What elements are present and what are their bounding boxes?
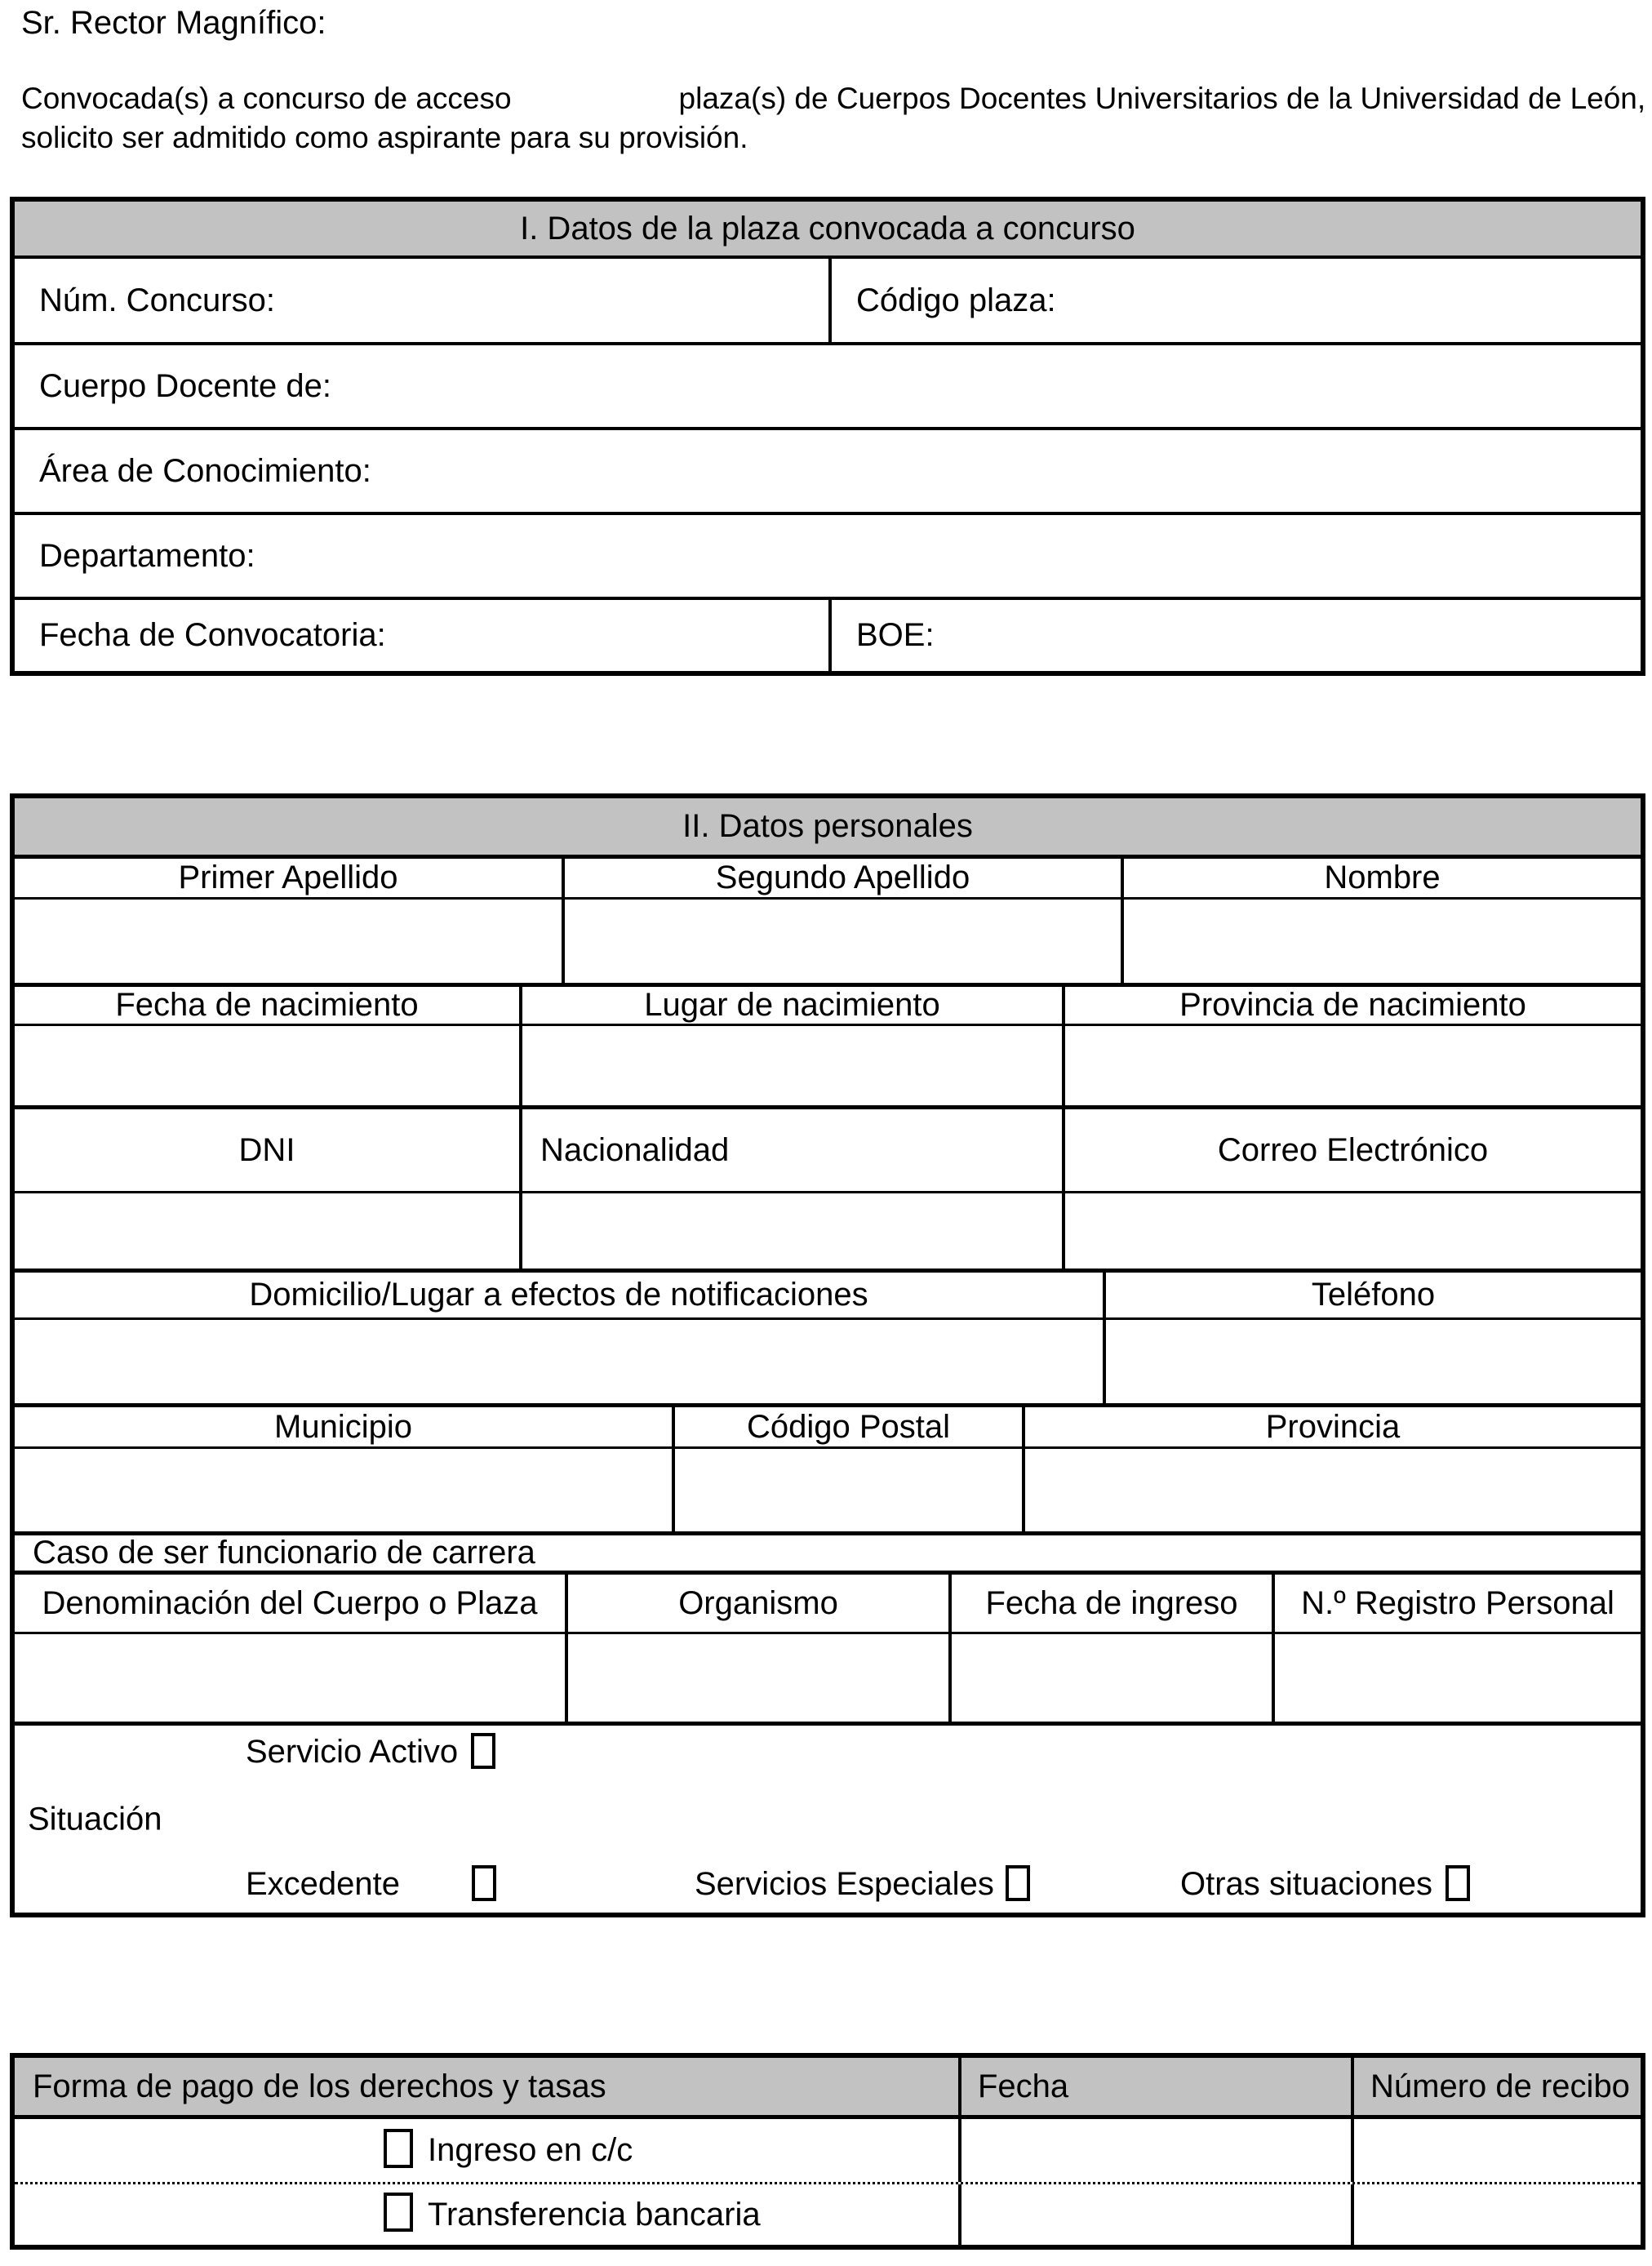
- input-dni[interactable]: [15, 1193, 519, 1269]
- excedente-option: [246, 1866, 496, 1904]
- forma-pago-title-cell: [15, 2058, 958, 2115]
- row-nacimiento-inputs: [15, 1024, 1641, 1105]
- row-transferencia: [15, 2182, 1641, 2245]
- input-lugar-nacimiento[interactable]: [519, 1026, 1062, 1105]
- codigo-plaza-label: Código plaza:: [856, 282, 1056, 318]
- field-num-concurso[interactable]: [15, 259, 832, 342]
- row-domicilio-labels: [15, 1269, 1641, 1317]
- table-ii-header: [15, 798, 1641, 855]
- fecha-column-label: Fecha: [978, 2068, 1069, 2104]
- input-nacionalidad[interactable]: [519, 1193, 1062, 1269]
- input-municipio[interactable]: [15, 1449, 672, 1531]
- servicio-activo-option: [246, 1734, 495, 1771]
- municipio-label: Municipio: [274, 1408, 412, 1445]
- table-forma-pago: [10, 2053, 1645, 2250]
- row-ingreso-cc: [15, 2115, 1641, 2182]
- nacionalidad-label: Nacionalidad: [540, 1131, 730, 1168]
- field-boe[interactable]: [832, 600, 1641, 671]
- input-fecha-nacimiento[interactable]: [15, 1026, 519, 1105]
- input-fecha-ingreso-cc[interactable]: [958, 2119, 1351, 2182]
- numero-recibo-column-label: Número de recibo: [1370, 2068, 1630, 2104]
- servicio-activo-label: Servicio Activo: [246, 1734, 459, 1770]
- table-datos-personales: [10, 793, 1645, 1917]
- input-recibo-transferencia[interactable]: [1351, 2184, 1641, 2245]
- row-dni-labels: [15, 1105, 1641, 1191]
- salutation: Sr. Rector Magnífico:: [21, 5, 326, 41]
- situacion-label: Situación: [28, 1801, 162, 1837]
- provincia-label: Provincia: [1265, 1408, 1401, 1445]
- input-fecha-ingreso[interactable]: [948, 1634, 1272, 1722]
- dni-label-cell: [15, 1109, 519, 1191]
- row-municipio-inputs: [15, 1446, 1641, 1531]
- provincia-nacimiento-label-cell: [1062, 987, 1641, 1024]
- row-domicilio-inputs: [15, 1317, 1641, 1403]
- input-registro-personal[interactable]: [1272, 1634, 1641, 1722]
- input-codigo-postal[interactable]: [672, 1449, 1022, 1531]
- provincia-nacimiento-label: Provincia de nacimiento: [1179, 987, 1526, 1023]
- field-codigo-plaza[interactable]: [832, 259, 1641, 342]
- row-cuerpo-labels: [15, 1571, 1641, 1632]
- domicilio-label-cell: [15, 1273, 1103, 1317]
- table-i-header: [15, 202, 1641, 255]
- input-provincia[interactable]: [1022, 1449, 1641, 1531]
- input-denominacion-cuerpo[interactable]: [15, 1634, 565, 1722]
- lugar-nacimiento-label-cell: [519, 987, 1062, 1024]
- otras-situaciones-option: [1180, 1866, 1470, 1904]
- table-ii-title: II. Datos personales: [682, 808, 973, 844]
- fecha-column-header: [958, 2058, 1351, 2115]
- servicios-especiales-option: [695, 1866, 1030, 1904]
- intro-line-2: solicito ser admitido como aspirante para su provisión.: [21, 121, 748, 154]
- table-iii-header: [15, 2058, 1641, 2115]
- transferencia-option: [15, 2184, 958, 2245]
- field-departamento[interactable]: [15, 512, 1641, 597]
- row-situacion: [15, 1722, 1641, 1913]
- domicilio-label: Domicilio/Lugar a efectos de notificaciones: [249, 1277, 868, 1313]
- otras-situaciones-label: Otras situaciones: [1180, 1866, 1433, 1902]
- ingreso-cc-checkbox[interactable]: [384, 2129, 413, 2168]
- provincia-label-cell: [1022, 1407, 1641, 1446]
- row-funcionario-carrera: [15, 1531, 1641, 1571]
- telefono-label-cell: [1103, 1273, 1641, 1317]
- codigo-postal-label-cell: [672, 1407, 1022, 1446]
- registro-personal-label: N.º Registro Personal: [1301, 1584, 1614, 1621]
- primer-apellido-label: Primer Apellido: [178, 860, 398, 895]
- fecha-nacimiento-label: Fecha de nacimiento: [115, 987, 419, 1023]
- fecha-convocatoria-label: Fecha de Convocatoria:: [39, 617, 386, 653]
- denominacion-label-cell: [15, 1575, 565, 1632]
- nombre-label-cell: [1121, 859, 1641, 897]
- registro-personal-label-cell: [1272, 1575, 1641, 1632]
- input-organismo[interactable]: [565, 1634, 948, 1722]
- input-segundo-apellido[interactable]: [562, 900, 1121, 983]
- correo-electronico-label: Correo Electrónico: [1217, 1131, 1489, 1168]
- fecha-ingreso-label: Fecha de ingreso: [985, 1584, 1238, 1621]
- municipio-label-cell: [15, 1407, 672, 1446]
- primer-apellido-label-cell: [15, 859, 562, 897]
- intro-line1-after-blank: plaza(s) de Cuerpos Docentes Universitarios de la Universidad de León,: [678, 82, 1646, 115]
- transferencia-checkbox[interactable]: [384, 2193, 413, 2232]
- input-provincia-nacimiento[interactable]: [1062, 1026, 1641, 1105]
- fecha-nacimiento-label-cell: [15, 987, 519, 1024]
- row-cuerpo-inputs: [15, 1632, 1641, 1722]
- dni-label: DNI: [238, 1131, 295, 1168]
- servicios-especiales-checkbox[interactable]: [1006, 1865, 1030, 1901]
- correo-label-cell: [1062, 1109, 1641, 1191]
- input-domicilio[interactable]: [15, 1320, 1103, 1403]
- input-primer-apellido[interactable]: [15, 900, 562, 983]
- row-apellidos-inputs: [15, 897, 1641, 983]
- input-telefono[interactable]: [1103, 1320, 1641, 1403]
- fecha-ingreso-label-cell: [948, 1575, 1272, 1632]
- boe-label: BOE:: [856, 617, 935, 653]
- row-num-concurso: [15, 255, 1641, 342]
- otras-situaciones-checkbox[interactable]: [1446, 1865, 1470, 1901]
- excedente-label: Excedente: [246, 1866, 401, 1902]
- ingreso-cc-option: [15, 2119, 958, 2182]
- segundo-apellido-label: Segundo Apellido: [715, 860, 970, 895]
- input-fecha-transferencia[interactable]: [958, 2184, 1351, 2245]
- input-recibo-ingreso-cc[interactable]: [1351, 2119, 1641, 2182]
- ingreso-cc-label: Ingreso en c/c: [428, 2132, 633, 2168]
- organismo-label: Organismo: [678, 1584, 838, 1621]
- forma-pago-title: Forma de pago de los derechos y tasas: [33, 2068, 606, 2104]
- codigo-postal-label: Código Postal: [746, 1408, 951, 1445]
- area-conocimiento-label: Área de Conocimiento:: [39, 452, 371, 489]
- input-correo-electronico[interactable]: [1062, 1193, 1641, 1269]
- nacionalidad-label-cell: [519, 1109, 1062, 1191]
- telefono-label: Teléfono: [1311, 1277, 1436, 1313]
- row-dni-inputs: [15, 1191, 1641, 1269]
- intro-line-1: [21, 82, 1645, 116]
- row-apellidos-labels: [15, 855, 1641, 897]
- table-datos-plaza: [10, 197, 1645, 676]
- departamento-label: Departamento:: [39, 537, 255, 574]
- num-concurso-label: Núm. Concurso:: [39, 282, 275, 318]
- nombre-label: Nombre: [1324, 860, 1441, 895]
- row-fecha-convocatoria: [15, 597, 1641, 671]
- transferencia-label: Transferencia bancaria: [428, 2196, 761, 2233]
- segundo-apellido-label-cell: [562, 859, 1121, 897]
- servicio-activo-checkbox[interactable]: [471, 1733, 495, 1769]
- lugar-nacimiento-label: Lugar de nacimiento: [644, 987, 940, 1023]
- field-cuerpo-docente[interactable]: [15, 342, 1641, 427]
- servicios-especiales-label: Servicios Especiales: [695, 1866, 994, 1902]
- excedente-checkbox[interactable]: [472, 1865, 496, 1901]
- table-i-title: I. Datos de la plaza convocada a concurso: [520, 210, 1135, 247]
- funcionario-carrera-label: Caso de ser funcionario de carrera: [33, 1535, 535, 1571]
- row-municipio-labels: [15, 1403, 1641, 1446]
- denominacion-cuerpo-label: Denominación del Cuerpo o Plaza: [42, 1584, 538, 1621]
- cuerpo-docente-label: Cuerpo Docente de:: [39, 367, 332, 404]
- field-fecha-convocatoria[interactable]: [15, 600, 832, 671]
- input-nombre[interactable]: [1121, 900, 1641, 983]
- field-area-conocimiento[interactable]: [15, 427, 1641, 512]
- row-nacimiento-labels: [15, 983, 1641, 1024]
- numero-recibo-column-header: [1351, 2058, 1641, 2115]
- intro-line1-before-blank: Convocada(s) a concurso de acceso: [21, 82, 512, 115]
- organismo-label-cell: [565, 1575, 948, 1632]
